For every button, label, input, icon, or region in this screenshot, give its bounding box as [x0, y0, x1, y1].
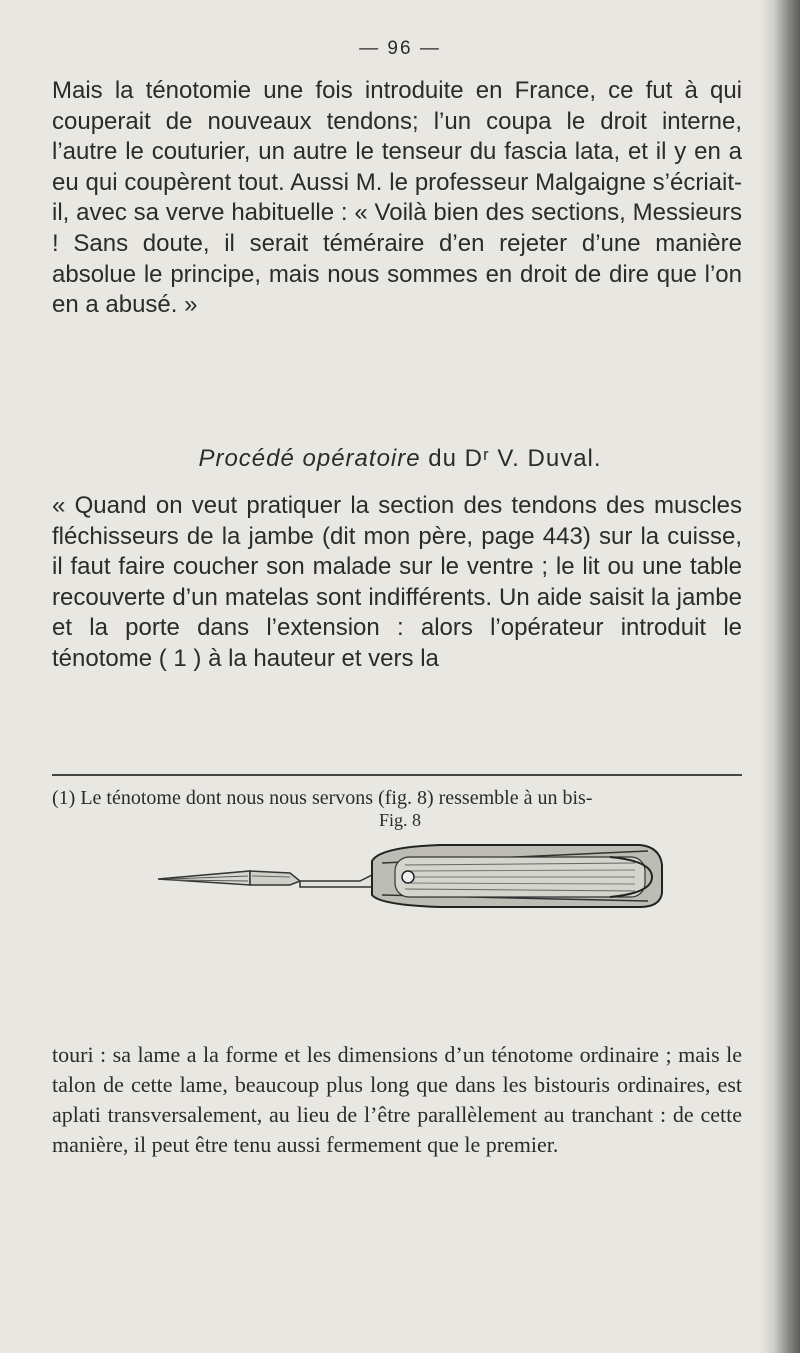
page-edge-shadow: [760, 0, 800, 1353]
tenotome-icon: [140, 835, 680, 920]
paragraph-procedure: « Quand on veut pratiquer la section des tendons des muscles fléchisseurs de la jambe (dit mon père, page 443) sur la cuisse, il faut faire coucher son malade sur le ventre ; le lit ou une table recouverte d’un matelas sont indifférents. Un aide saisit la jambe et la porte dans l’extension : alors l’opérateur introduit le ténotome ( 1 ) à la hauteur et vers la: [52, 492, 742, 672]
page-number: — 96 —: [359, 38, 441, 59]
heading-italic: Procédé opératoire: [198, 445, 421, 472]
footnote-line: (1) Le ténotome dont nous nous servons (fig. 8) ressemble à un bis-: [52, 787, 593, 809]
footnote-continuation: touri : sa lame a la forme et les dimensions d’un ténotome ordinaire ; mais le talon de cette lame, beaucoup plus long que dans les bistouris ordinaires, est aplati transversalement, au lieu de l’être parallèlement au tranchant : de cette manière, il peut être tenu aussi fermement que le premier.: [52, 1042, 742, 1157]
section-heading: [0, 445, 800, 473]
paragraph-malgaigne: Mais la ténotomie une fois introduite en France, ce fut à qui couperait de nouveaux tendons; l’un coupa le droit interne, l’autre le couturier, un autre le tenseur du fascia lata, et il y en a eu qui coupèrent tout. Aussi M. le professeur Malgaigne s’écriait-il, avec sa verve habituelle : « Voilà bien des sections, Messieurs ! Sans doute, il serait téméraire d’en rejeter d’une manière absolue le principe, mais nous sommes en droit de dire que l’on en a abusé. »: [52, 77, 742, 319]
footnote-separator: [52, 774, 742, 776]
heading-author: du Dʳ V. Duval.: [420, 445, 602, 472]
figure-label: Fig. 8: [378, 810, 421, 830]
